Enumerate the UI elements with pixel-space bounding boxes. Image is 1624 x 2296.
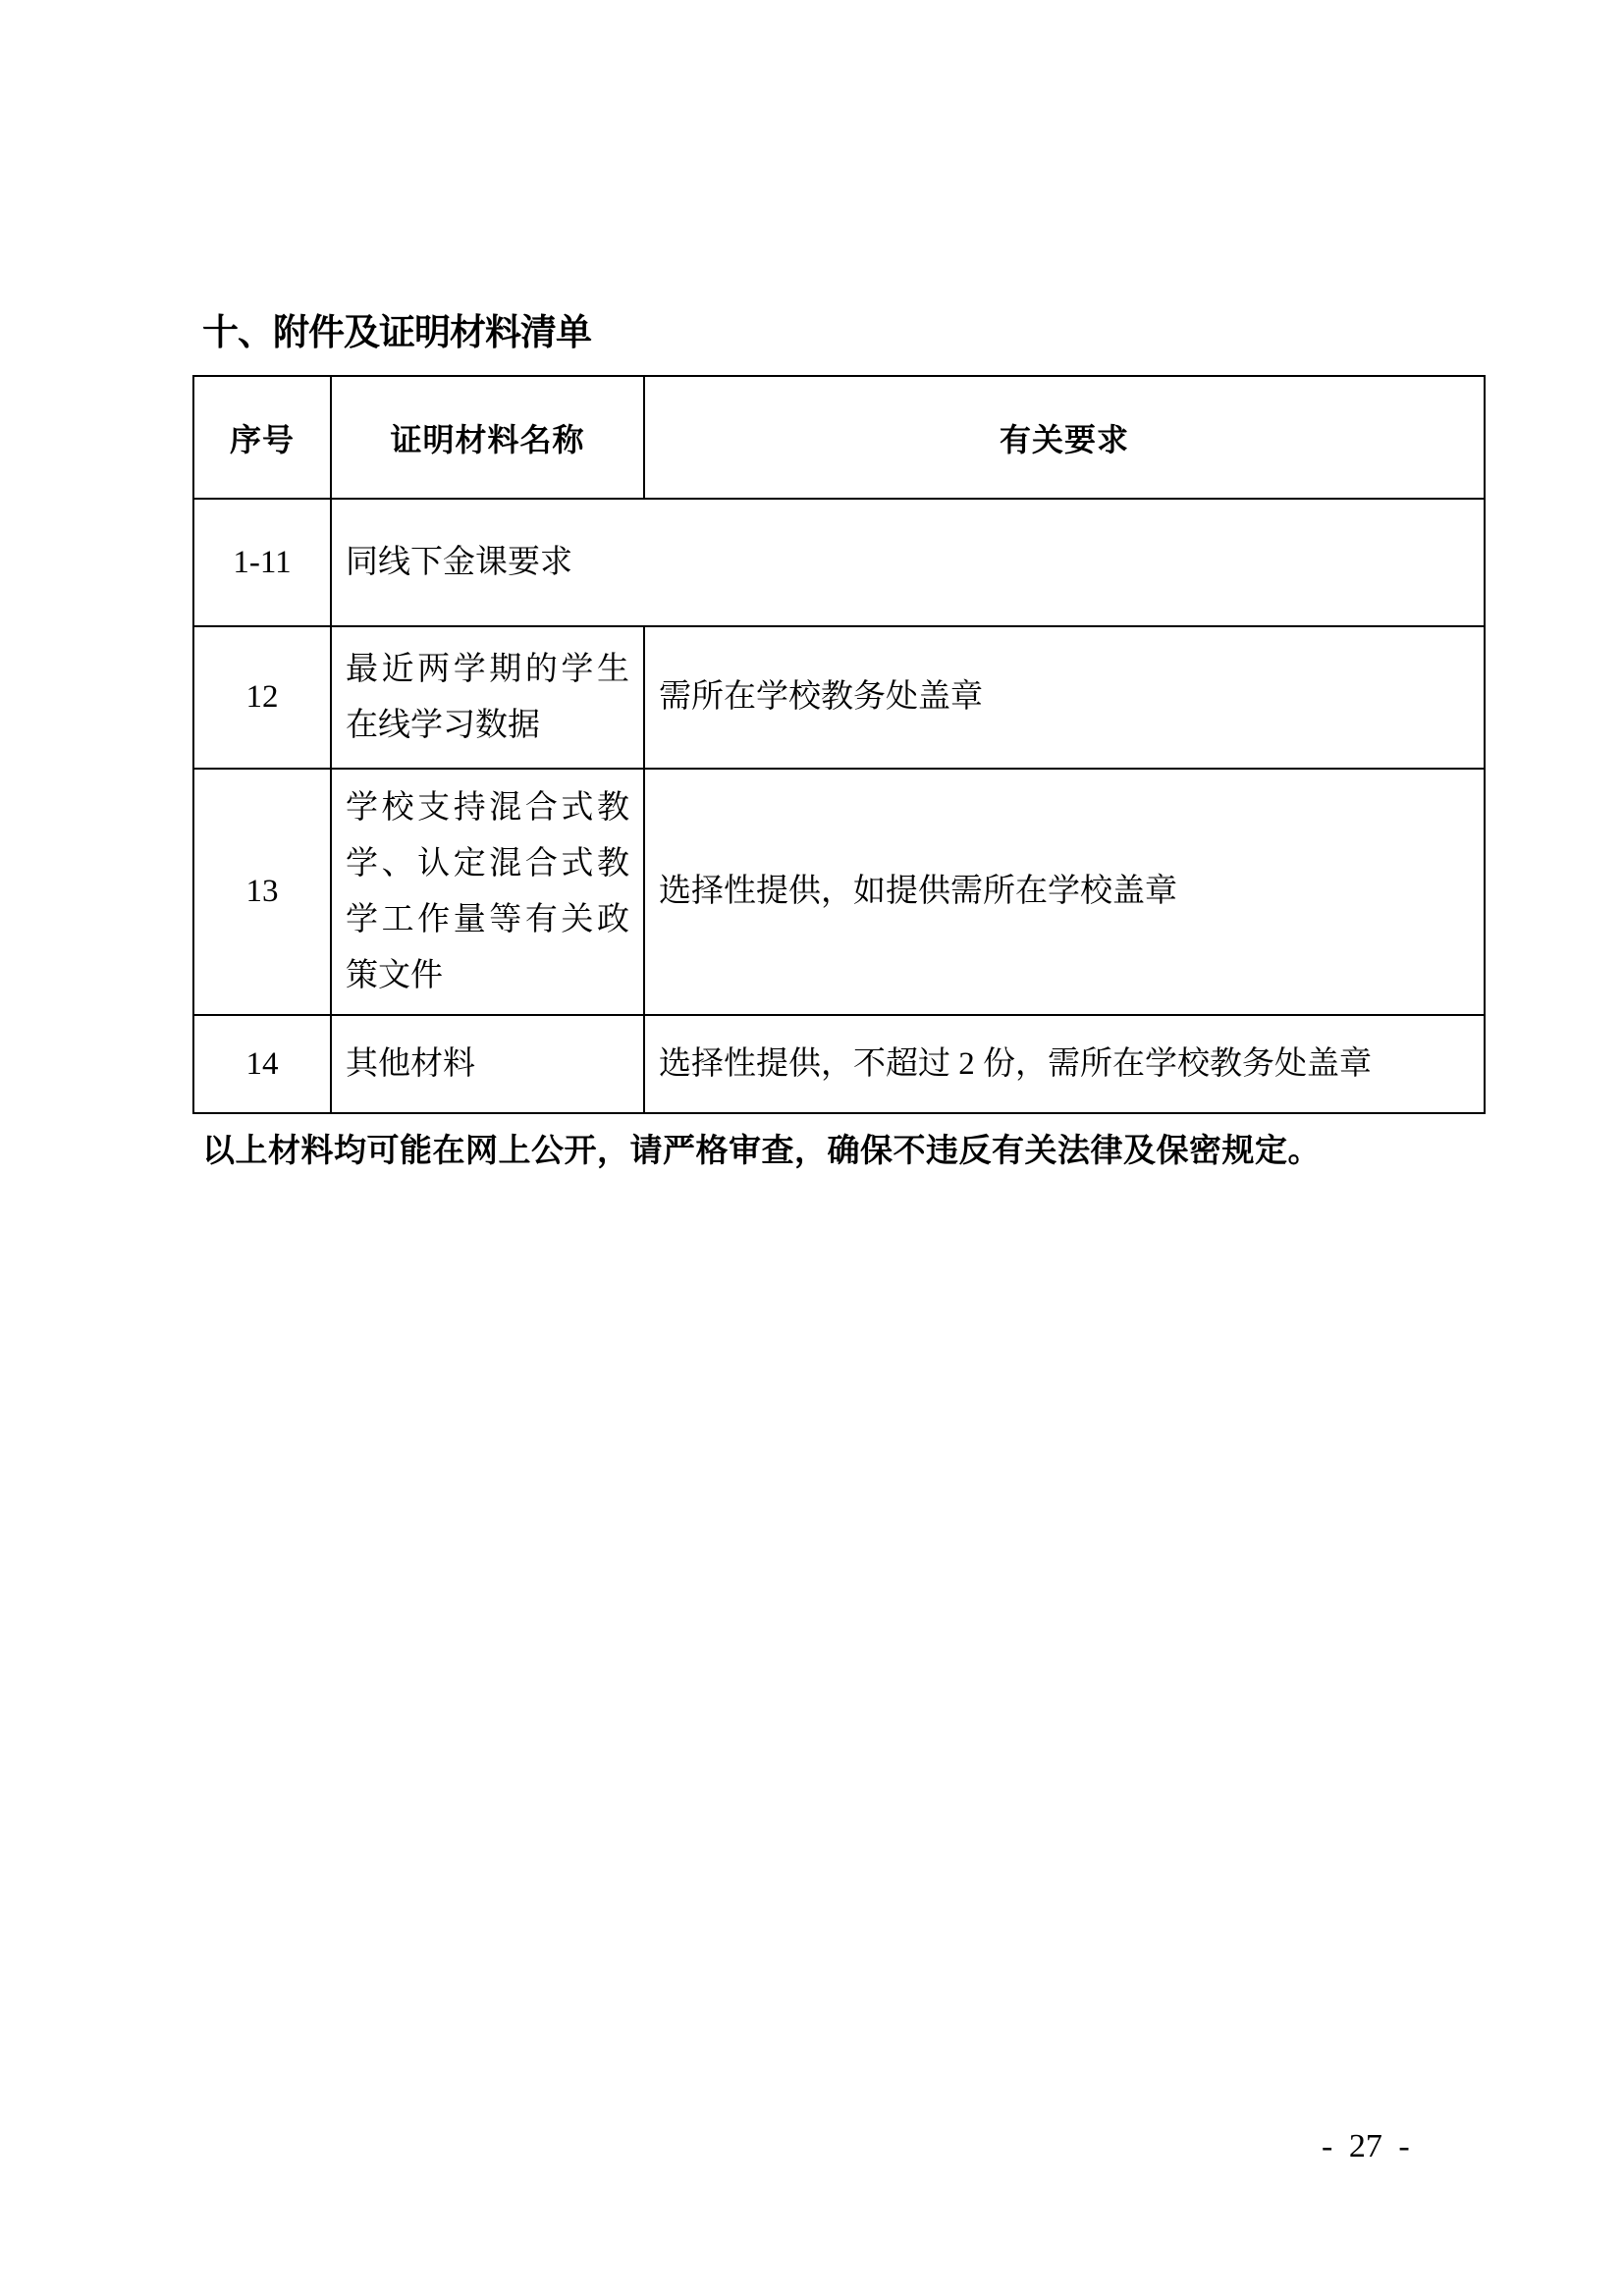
cell-requirement: 需所在学校教务处盖章: [644, 626, 1485, 769]
page-title: 十、附件及证明材料清单: [202, 312, 591, 352]
table-row: [193, 499, 1485, 626]
cell-material-name: 其他材料: [331, 1015, 644, 1113]
cell-serial: 1-11: [193, 499, 331, 626]
cell-material-name: 学校支持混合式教学、认定混合式教学工作量等有关政策文件: [331, 769, 644, 1015]
header-cell-material-name: 证明材料名称: [331, 376, 644, 499]
security-note: 以上材料均可能在网上公开，请严格审查，确保不违反有关法律及保密规定。: [202, 1134, 1321, 1169]
cell-serial: 13: [193, 769, 331, 1015]
header-cell-serial: 序号: [193, 376, 331, 499]
table-header-row: [193, 376, 1485, 499]
cell-requirement: 选择性提供，如提供需所在学校盖章: [644, 769, 1485, 1015]
materials-table: [192, 375, 1486, 1114]
page-number: - 27 -: [1322, 2128, 1410, 2164]
cell-material-name: 同线下金课要求: [331, 499, 1485, 626]
header-cell-requirement: 有关要求: [644, 376, 1485, 499]
table-row: [193, 626, 1485, 769]
cell-serial: 14: [193, 1015, 331, 1113]
table-row: [193, 769, 1485, 1015]
cell-material-name: 最近两学期的学生在线学习数据: [331, 626, 644, 769]
cell-requirement: 选择性提供，不超过 2 份，需所在学校教务处盖章: [644, 1015, 1485, 1113]
table-row: [193, 1015, 1485, 1113]
cell-serial: 12: [193, 626, 331, 769]
